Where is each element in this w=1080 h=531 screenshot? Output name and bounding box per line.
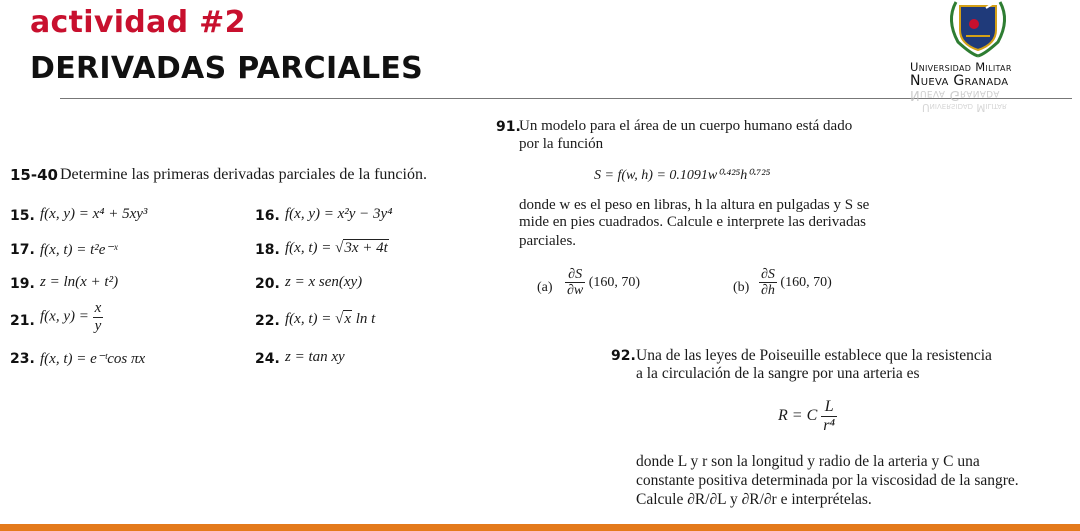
- exercise-expression: f(x, t) = t²e⁻ˣ: [40, 242, 118, 258]
- problem-number: 91.: [496, 119, 521, 135]
- exercise-expression: z = ln(x + t²): [40, 274, 119, 290]
- problem-text: parciales.: [519, 233, 577, 249]
- exercise-number: 21.: [10, 313, 35, 329]
- exercise-expression: f(x, t) = e⁻ᵗcos πx: [40, 351, 146, 367]
- part-label: (b): [733, 280, 750, 295]
- exercise-number: 23.: [10, 351, 35, 367]
- exercise-number: 15.: [10, 208, 35, 224]
- exercise-expression: f(x, y) = x⁴ + 5xy³: [40, 206, 148, 222]
- problem-text: donde w es el peso en libras, h la altura en pulgadas y S se: [519, 197, 870, 213]
- part-label: (a): [537, 280, 553, 295]
- exercise-number: 17.: [10, 242, 35, 258]
- exercise-number: 18.: [255, 242, 280, 258]
- resistance-formula: R = C $\frac{L}{\text{r⁴}}$: [778, 398, 836, 434]
- problem-text: mide en pies cuadrados. Calcule e interprete las derivadas: [519, 214, 866, 230]
- exercise-number: 19.: [10, 276, 35, 292]
- section-instruction: Determine las primeras derivadas parciales de la función.: [60, 166, 427, 183]
- problem-text: Un modelo para el área de un cuerpo humano está dado: [519, 118, 853, 134]
- exercise-number: 22.: [255, 313, 280, 329]
- problem-text: por la función: [519, 136, 604, 152]
- problem-number: 92.: [611, 348, 636, 364]
- exercise-number: 16.: [255, 208, 280, 224]
- area-formula: S = f(w, h) = 0.1091w⁰·⁴²⁵h⁰·⁷²⁵: [594, 168, 771, 183]
- footer-accent-bar: [0, 524, 1080, 531]
- university-name-reflection2: Universidad Militar: [922, 101, 1007, 113]
- exercise-expression: z = tan xy: [285, 349, 345, 365]
- exercise-expression: f(x, y) = $\frac{x}{y}$: [40, 300, 102, 334]
- page-title: DERIVADAS PARCIALES: [30, 51, 424, 86]
- problem-text: donde L y r son la longitud y radio de la arteria y C una: [636, 453, 980, 470]
- problem-text: Una de las leyes de Poiseuille establece que la resistencia: [636, 347, 992, 364]
- problem-text: Calcule ∂R/∂L y ∂R/∂r e interprételas.: [636, 491, 872, 508]
- exercise-expression: f(x, t) = √x ln t: [285, 311, 376, 327]
- activity-title: actividad #2: [30, 5, 246, 40]
- exercise-expression: f(x, y) = x²y − 3y⁴: [285, 206, 393, 222]
- university-name-reflection: Nueva Granada: [910, 87, 1000, 102]
- partial-derivative-b: $\frac{\partial S}{\partial h}$ (160, 70): [761, 267, 832, 299]
- exercise-number: 24.: [255, 351, 280, 367]
- exercise-expression: z = x sen(xy): [285, 274, 363, 290]
- problem-text: constante positiva determinada por la viscosidad de la sangre.: [636, 472, 1019, 489]
- exercise-number: 20.: [255, 276, 280, 292]
- problem-text: a la circulación de la sangre por una arteria es: [636, 365, 920, 382]
- university-name: Universidad Militar: [910, 60, 1012, 74]
- university-crest-icon: [916, 0, 1040, 60]
- exercise-expression: f(x, t) = √3x + 4t: [285, 240, 388, 256]
- exercise-range: 15-40: [10, 166, 58, 184]
- partial-derivative-a: $\frac{\partial S}{\partial w}$ (160, 70): [567, 267, 641, 299]
- university-name-line2: Nueva Granada: [910, 73, 1009, 89]
